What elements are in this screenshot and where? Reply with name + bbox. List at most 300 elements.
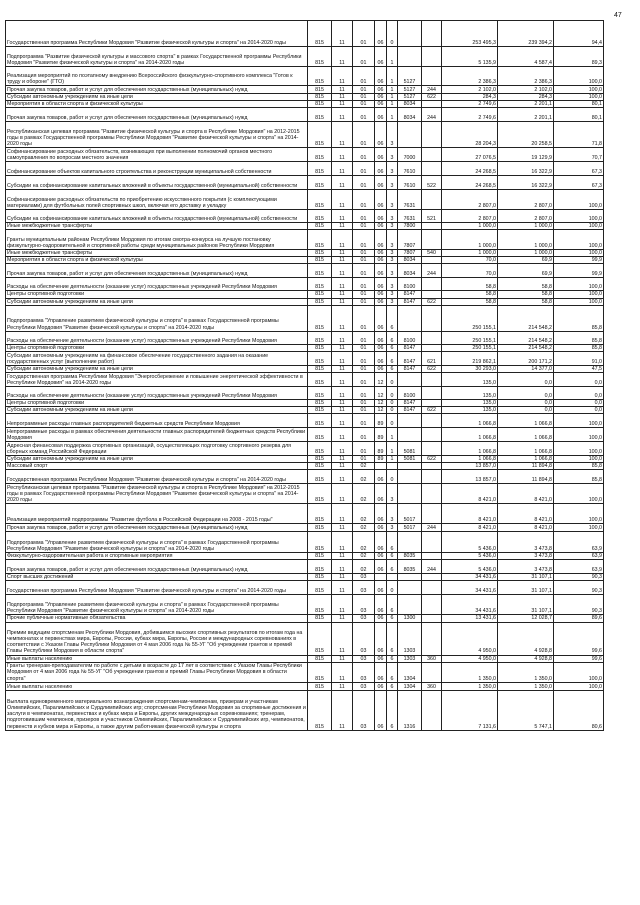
col-expense-type <box>422 344 442 351</box>
table-row <box>6 504 604 524</box>
col-expense-type: 621 <box>422 351 442 365</box>
col-planned: 219 862,1 <box>442 351 498 365</box>
col-grbs: 815 <box>308 463 332 470</box>
col-percent: 90,3 <box>554 581 604 595</box>
table-row <box>6 615 604 622</box>
col-podrazdel: 01 <box>353 67 375 86</box>
col-target-item <box>398 470 422 484</box>
col-podrazdel: 01 <box>353 101 375 108</box>
col-razdel: 11 <box>332 278 353 291</box>
col-planned: 34 431,6 <box>442 595 498 615</box>
col-percent: 100,0 <box>554 190 604 210</box>
table-row <box>6 399 604 406</box>
col-razdel: 11 <box>332 662 353 682</box>
col-planned: 34 431,6 <box>442 574 498 581</box>
col-grbs: 815 <box>308 406 332 413</box>
col-podrazdel: 01 <box>353 351 375 365</box>
col-podrazdel: 03 <box>353 655 375 662</box>
col-planned: 7 131,6 <box>442 690 498 730</box>
col-planned: 5 436,0 <box>442 560 498 574</box>
col-razdel: 11 <box>332 372 353 386</box>
col-program: 06 <box>375 305 387 331</box>
col-executed: 0,0 <box>498 386 554 399</box>
col-planned: 4 950,0 <box>442 622 498 655</box>
table-row <box>6 291 604 298</box>
col-percent: 100,0 <box>554 210 604 223</box>
row-name: Субсидии автономным учреждениям на финансовое обеспечение государственного задания на оказание государственных услуг (выполнение работ) <box>6 351 308 365</box>
col-subprogram: 3 <box>387 257 398 264</box>
col-podrazdel: 01 <box>353 365 375 372</box>
col-executed: 14 377,0 <box>498 365 554 372</box>
col-target-item <box>398 574 422 581</box>
col-target-item <box>398 581 422 595</box>
col-program: 06 <box>375 351 387 365</box>
col-program: 06 <box>375 365 387 372</box>
row-name: Гранты тренерам-преподавателям по работе с детьми в возрасте до 17 лет в соответствии с Указом Главы Республики Мордовия от 4 мая 2006 года № 55-УГ "Об учреждении грантов и премий Главы Республики Мордовия в области спорта" <box>6 662 308 682</box>
col-grbs: 815 <box>308 148 332 162</box>
col-planned: 58,8 <box>442 291 498 298</box>
col-planned: 135,0 <box>442 386 498 399</box>
col-grbs: 815 <box>308 484 332 504</box>
col-podrazdel: 02 <box>353 470 375 484</box>
col-grbs: 815 <box>308 428 332 442</box>
col-executed: 1 066,8 <box>498 442 554 456</box>
col-expense-type <box>422 581 442 595</box>
col-subprogram: 1 <box>387 442 398 456</box>
col-target-item: 8100 <box>398 278 422 291</box>
col-executed: 0,0 <box>498 406 554 413</box>
col-subprogram: 1 <box>387 101 398 108</box>
row-name: Непрограммные расходы главных распорядителей бюджетных средств Республики Мордовия <box>6 414 308 428</box>
table-row <box>6 230 604 250</box>
col-podrazdel: 01 <box>353 442 375 456</box>
col-subprogram: 3 <box>387 504 398 524</box>
row-name: Мероприятия в области спорта и физической культуры <box>6 257 308 264</box>
col-program: 06 <box>375 581 387 595</box>
col-grbs: 815 <box>308 250 332 257</box>
table-row <box>6 331 604 344</box>
col-expense-type: 622 <box>422 406 442 413</box>
col-subprogram: 6 <box>387 655 398 662</box>
col-razdel: 11 <box>332 428 353 442</box>
col-razdel: 11 <box>332 690 353 730</box>
col-subprogram: 0 <box>387 414 398 428</box>
col-subprogram: 1 <box>387 86 398 94</box>
row-name: Подпрограмма "Управление развитием физической культуры и спорта" в рамках Государственной программы Республики Мордовия "Развитие физической культуры и спорта" на 2014-2020 годы <box>6 305 308 331</box>
col-program: 06 <box>375 331 387 344</box>
col-podrazdel: 01 <box>353 291 375 298</box>
col-executed: 58,8 <box>498 291 554 298</box>
col-expense-type: 622 <box>422 298 442 305</box>
col-program: 89 <box>375 456 387 463</box>
table-row <box>6 524 604 532</box>
col-target-item <box>398 372 422 386</box>
col-razdel: 11 <box>332 470 353 484</box>
col-target-item: 8100 <box>398 386 422 399</box>
col-target-item: 8147 <box>398 291 422 298</box>
col-percent: 100,0 <box>554 662 604 682</box>
col-razdel: 11 <box>332 574 353 581</box>
table-row <box>6 108 604 122</box>
col-target-item: 5127 <box>398 94 422 101</box>
col-subprogram: 6 <box>387 682 398 690</box>
row-name: Прочая закупка товаров, работ и услуг для обеспечения государственных (муниципальных) нужд <box>6 264 308 278</box>
row-name: Республиканская целевая программа "Развитие физической культуры и спорта в Республике Мордовия" на 2012-2015 годы в рамках Государственной программы Республики Мордовия "Развитие физической культуры и спорта" на 2014-2020 годы <box>6 484 308 504</box>
col-planned: 13 857,0 <box>442 470 498 484</box>
col-planned: 5 436,0 <box>442 532 498 553</box>
col-executed: 12 028,7 <box>498 615 554 622</box>
col-expense-type <box>422 574 442 581</box>
table-row <box>6 257 604 264</box>
col-percent: 85,8 <box>554 470 604 484</box>
col-razdel: 11 <box>332 176 353 190</box>
col-subprogram: 0 <box>387 406 398 413</box>
col-razdel: 11 <box>332 532 353 553</box>
col-executed: 1 350,0 <box>498 662 554 682</box>
row-name: Спорт высших достижений <box>6 574 308 581</box>
col-podrazdel: 01 <box>353 298 375 305</box>
col-executed: 214 548,2 <box>498 344 554 351</box>
col-percent: 80,1 <box>554 108 604 122</box>
col-expense-type <box>422 532 442 553</box>
col-planned: 2 749,6 <box>442 108 498 122</box>
col-planned: 58,8 <box>442 278 498 291</box>
row-name: Реализация мероприятий по поэтапному внедрению Всероссийского физкультурно-спортивного комплекса "Готов к труду и обороне" (ГТО) <box>6 67 308 86</box>
col-expense-type: 244 <box>422 264 442 278</box>
table-row <box>6 122 604 148</box>
table-row <box>6 148 604 162</box>
col-subprogram: 6 <box>387 595 398 615</box>
col-podrazdel: 03 <box>353 581 375 595</box>
col-expense-type: 521 <box>422 210 442 223</box>
table-row <box>6 365 604 372</box>
col-podrazdel: 02 <box>353 504 375 524</box>
col-program: 06 <box>375 223 387 230</box>
table-row <box>6 690 604 730</box>
col-target-item: 5127 <box>398 67 422 86</box>
col-razdel: 11 <box>332 298 353 305</box>
col-grbs: 815 <box>308 331 332 344</box>
col-program: 12 <box>375 399 387 406</box>
col-percent: 100,0 <box>554 298 604 305</box>
col-percent: 90,3 <box>554 595 604 615</box>
col-subprogram: 1 <box>387 108 398 122</box>
row-name: Массовый спорт <box>6 463 308 470</box>
col-percent: 47,5 <box>554 365 604 372</box>
col-razdel: 11 <box>332 463 353 470</box>
row-name: Непрограммные расходы в рамках обеспечения деятельности главных распорядителей бюджетных средств Республики Мордовия <box>6 428 308 442</box>
col-planned: 24 268,5 <box>442 162 498 176</box>
col-planned: 13 857,0 <box>442 463 498 470</box>
col-target-item: 8034 <box>398 257 422 264</box>
col-expense-type <box>422 442 442 456</box>
col-planned: 28 204,3 <box>442 122 498 148</box>
col-razdel: 11 <box>332 291 353 298</box>
col-target-item: 1303 <box>398 622 422 655</box>
row-name: Прочие публичные нормативные обязательства <box>6 615 308 622</box>
col-podrazdel: 01 <box>353 278 375 291</box>
col-podrazdel: 01 <box>353 162 375 176</box>
col-subprogram: 1 <box>387 47 398 67</box>
col-program: 06 <box>375 176 387 190</box>
col-razdel: 11 <box>332 622 353 655</box>
col-subprogram: 0 <box>387 386 398 399</box>
col-executed: 239 394,2 <box>498 21 554 47</box>
col-target-item: 8034 <box>398 264 422 278</box>
col-target-item: 1304 <box>398 682 422 690</box>
col-program: 06 <box>375 257 387 264</box>
col-planned: 8 421,0 <box>442 504 498 524</box>
table-row <box>6 456 604 463</box>
col-grbs: 815 <box>308 223 332 230</box>
col-razdel: 11 <box>332 344 353 351</box>
col-expense-type <box>422 101 442 108</box>
col-percent: 0,0 <box>554 399 604 406</box>
col-razdel: 11 <box>332 386 353 399</box>
col-planned: 250 155,1 <box>442 344 498 351</box>
col-target-item: 8147 <box>398 406 422 413</box>
row-name: Иные выплаты населению <box>6 682 308 690</box>
col-razdel: 11 <box>332 108 353 122</box>
col-executed: 2 102,0 <box>498 86 554 94</box>
row-name: Софинансирование расходных обязательств по приобретению искусственного покрытия (с комплектующими материалами) для футбольных полей спортивных школ, включая его доставку и укладку <box>6 190 308 210</box>
col-program: 89 <box>375 428 387 442</box>
col-razdel: 11 <box>332 351 353 365</box>
col-razdel: 11 <box>332 148 353 162</box>
col-percent: 100,0 <box>554 456 604 463</box>
col-subprogram: 6 <box>387 615 398 622</box>
col-target-item: 8034 <box>398 108 422 122</box>
col-razdel: 11 <box>332 399 353 406</box>
col-grbs: 815 <box>308 108 332 122</box>
col-razdel: 11 <box>332 305 353 331</box>
col-podrazdel: 01 <box>353 406 375 413</box>
row-name: Выплата единовременного материального вознаграждения спортсменам-чемпионам, призерам и участникам Олимпийских, Паралимпийских и Сурдлимпийских игр; спортсменам Республики Мордовия за спортивные достижения и заслуги в чемпионатах, первенствах и кубках мира и Европы, других международных соревнованиях; тренерам, подготовившим чемпионов, призеров и участников Олимпийских, Паралимпийских и Сурдлимпийских игр, чемпионатов, первенств и кубков мира и Европы, а также другим работникам физической культуры и спорта <box>6 690 308 730</box>
col-expense-type <box>422 386 442 399</box>
col-executed: 4 928,8 <box>498 655 554 662</box>
col-percent: 100,0 <box>554 484 604 504</box>
col-executed: 16 322,9 <box>498 162 554 176</box>
row-name: Подпрограмма "Управление развитием физической культуры и спорта" в рамках Государственной программы Республики Мордовия "Развитие физической культуры и спорта" на 2014-2020 годы <box>6 532 308 553</box>
col-podrazdel: 02 <box>353 463 375 470</box>
col-percent: 99,9 <box>554 264 604 278</box>
col-program: 06 <box>375 264 387 278</box>
col-executed: 8 421,0 <box>498 524 554 532</box>
col-podrazdel: 01 <box>353 414 375 428</box>
col-program: 06 <box>375 484 387 504</box>
col-planned: 34 431,6 <box>442 581 498 595</box>
col-grbs: 815 <box>308 414 332 428</box>
col-expense-type <box>422 399 442 406</box>
table-row <box>6 484 604 504</box>
col-percent: 100,0 <box>554 223 604 230</box>
col-planned: 253 495,3 <box>442 21 498 47</box>
col-target-item: 8147 <box>398 399 422 406</box>
col-percent: 99,9 <box>554 257 604 264</box>
col-expense-type: 622 <box>422 456 442 463</box>
col-program: 06 <box>375 344 387 351</box>
table-row <box>6 351 604 365</box>
col-planned: 58,8 <box>442 298 498 305</box>
col-expense-type <box>422 662 442 682</box>
row-name: Субсидии автономным учреждениям на иные цели <box>6 406 308 413</box>
col-program: 12 <box>375 386 387 399</box>
col-razdel: 11 <box>332 21 353 47</box>
col-percent: 70,7 <box>554 148 604 162</box>
col-planned: 284,3 <box>442 94 498 101</box>
col-subprogram: 1 <box>387 67 398 86</box>
col-planned: 8 421,0 <box>442 484 498 504</box>
col-grbs: 815 <box>308 305 332 331</box>
table-row <box>6 250 604 257</box>
col-subprogram: 3 <box>387 484 398 504</box>
col-grbs: 815 <box>308 21 332 47</box>
col-grbs: 815 <box>308 298 332 305</box>
col-expense-type <box>422 190 442 210</box>
col-executed: 11 894,8 <box>498 470 554 484</box>
col-podrazdel: 01 <box>353 456 375 463</box>
col-podrazdel: 01 <box>353 344 375 351</box>
row-name: Центры спортивной подготовки <box>6 291 308 298</box>
col-executed: 0,0 <box>498 372 554 386</box>
table-row <box>6 470 604 484</box>
page-number: 47 <box>614 12 622 19</box>
table-row <box>6 655 604 662</box>
col-percent: 0,0 <box>554 386 604 399</box>
table-row <box>6 162 604 176</box>
col-percent: 67,3 <box>554 162 604 176</box>
col-executed: 2 201,1 <box>498 101 554 108</box>
col-expense-type <box>422 470 442 484</box>
col-program: 06 <box>375 67 387 86</box>
col-expense-type: 360 <box>422 682 442 690</box>
table-row <box>6 581 604 595</box>
col-expense-type <box>422 504 442 524</box>
col-executed: 31 107,1 <box>498 581 554 595</box>
col-percent: 91,0 <box>554 351 604 365</box>
col-executed: 11 894,8 <box>498 463 554 470</box>
col-target-item: 1303 <box>398 655 422 662</box>
col-razdel: 11 <box>332 257 353 264</box>
col-grbs: 815 <box>308 67 332 86</box>
col-planned: 135,0 <box>442 406 498 413</box>
col-expense-type <box>422 622 442 655</box>
col-grbs: 815 <box>308 456 332 463</box>
budget-table-sheet <box>5 20 603 731</box>
col-podrazdel: 03 <box>353 595 375 615</box>
col-executed: 3 473,8 <box>498 532 554 553</box>
col-executed: 2 386,3 <box>498 67 554 86</box>
col-grbs: 815 <box>308 524 332 532</box>
col-grbs: 815 <box>308 278 332 291</box>
col-podrazdel: 01 <box>353 210 375 223</box>
col-subprogram: 6 <box>387 553 398 560</box>
col-target-item: 8035 <box>398 553 422 560</box>
col-grbs: 815 <box>308 291 332 298</box>
col-program: 06 <box>375 682 387 690</box>
row-name: Мероприятия в области спорта и физической культуры <box>6 101 308 108</box>
col-grbs: 815 <box>308 122 332 148</box>
col-planned: 1 350,0 <box>442 682 498 690</box>
col-executed: 1 000,0 <box>498 250 554 257</box>
row-name: Прочая закупка товаров, работ и услуг для обеспечения государственных (муниципальных) нужд <box>6 86 308 94</box>
row-name: Прочая закупка товаров, работ и услуг для обеспечения государственных (муниципальных) нужд <box>6 524 308 532</box>
col-planned: 5 135,9 <box>442 47 498 67</box>
col-target-item: 8147 <box>398 351 422 365</box>
col-subprogram <box>387 574 398 581</box>
col-executed: 5 747,1 <box>498 690 554 730</box>
col-executed: 31 107,1 <box>498 595 554 615</box>
col-percent: 100,0 <box>554 414 604 428</box>
col-program: 06 <box>375 615 387 622</box>
col-percent: 85,8 <box>554 305 604 331</box>
col-grbs: 815 <box>308 257 332 264</box>
col-percent: 100,0 <box>554 94 604 101</box>
col-program: 12 <box>375 406 387 413</box>
col-planned: 5 436,0 <box>442 553 498 560</box>
col-program: 06 <box>375 553 387 560</box>
col-expense-type <box>422 148 442 162</box>
col-subprogram: 0 <box>387 21 398 47</box>
col-expense-type <box>422 257 442 264</box>
col-podrazdel: 01 <box>353 230 375 250</box>
row-name: Софинансирование расходных обязательств, возникающих при выполнении полномочий органов местного самоуправления по вопросам местного значения <box>6 148 308 162</box>
col-target-item <box>398 463 422 470</box>
col-percent: 85,8 <box>554 463 604 470</box>
col-program: 12 <box>375 372 387 386</box>
col-executed: 1 000,0 <box>498 223 554 230</box>
col-expense-type <box>422 291 442 298</box>
row-name: Субсидии автономным учреждениям на иные цели <box>6 298 308 305</box>
col-grbs: 815 <box>308 560 332 574</box>
col-razdel: 11 <box>332 442 353 456</box>
col-target-item: 8034 <box>398 101 422 108</box>
col-executed: 4 928,8 <box>498 622 554 655</box>
col-percent: 100,0 <box>554 67 604 86</box>
col-razdel: 11 <box>332 484 353 504</box>
col-podrazdel: 01 <box>353 21 375 47</box>
col-podrazdel: 01 <box>353 176 375 190</box>
col-expense-type <box>422 414 442 428</box>
col-percent: 100,0 <box>554 428 604 442</box>
col-program: 06 <box>375 524 387 532</box>
col-program <box>375 574 387 581</box>
col-executed: 2 807,0 <box>498 210 554 223</box>
col-planned: 1 066,8 <box>442 414 498 428</box>
col-executed: 4 587,4 <box>498 47 554 67</box>
col-program: 06 <box>375 210 387 223</box>
col-executed: 16 322,9 <box>498 176 554 190</box>
col-program: 06 <box>375 595 387 615</box>
table-row <box>6 47 604 67</box>
col-grbs: 815 <box>308 399 332 406</box>
col-expense-type: 244 <box>422 86 442 94</box>
col-expense-type <box>422 484 442 504</box>
table-row <box>6 414 604 428</box>
col-target-item: 8147 <box>398 344 422 351</box>
col-target-item <box>398 122 422 148</box>
col-program: 06 <box>375 470 387 484</box>
col-razdel: 11 <box>332 86 353 94</box>
col-subprogram: 3 <box>387 524 398 532</box>
col-planned: 1 066,8 <box>442 456 498 463</box>
col-subprogram: 6 <box>387 351 398 365</box>
col-executed: 2 201,1 <box>498 108 554 122</box>
col-percent: 99,6 <box>554 655 604 662</box>
col-planned: 1 000,0 <box>442 230 498 250</box>
col-program: 06 <box>375 122 387 148</box>
row-name: Расходы на обеспечение деятельности (оказание услуг) государственных учреждений Республики Мордовия <box>6 278 308 291</box>
